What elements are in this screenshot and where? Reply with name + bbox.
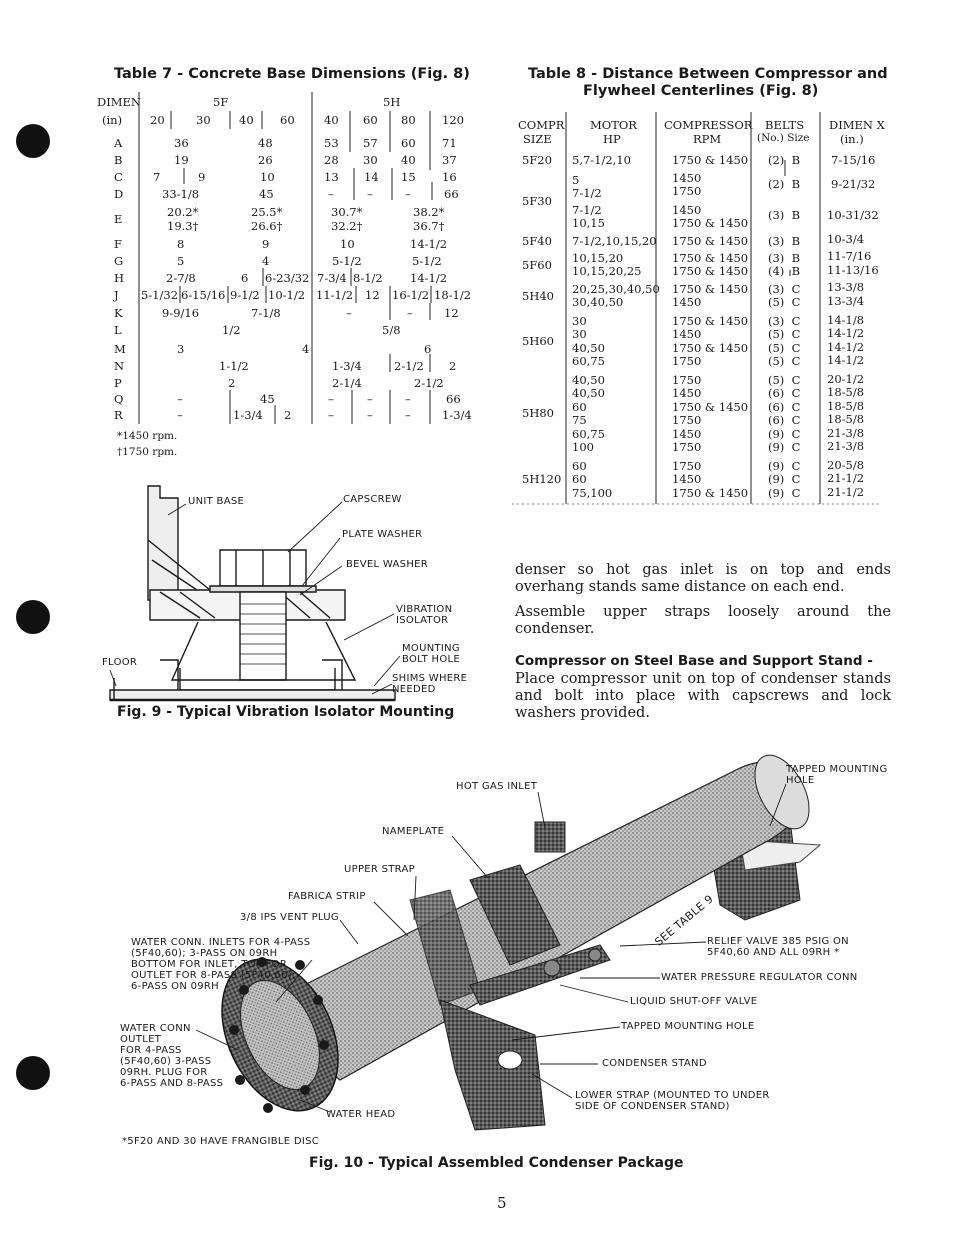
table8-size: 5H120	[522, 472, 562, 486]
table8-size: 5H60	[522, 334, 554, 348]
table8-belts: (3) B	[768, 251, 801, 265]
table7-cell: 1-3/4	[442, 408, 472, 422]
table7-row-letter: N	[114, 359, 125, 373]
table8-dimen: 21-3/8	[827, 426, 865, 440]
table8-size: 5F60	[522, 258, 552, 272]
table8-dimen: 11-13/16	[827, 263, 879, 277]
table8-size: 5H40	[522, 289, 554, 303]
table8-header-compr: COMPR	[518, 118, 565, 132]
table8-hp: 40,50	[572, 341, 605, 355]
table7-cell: 8	[177, 237, 185, 251]
table7-cell: 36	[174, 136, 189, 150]
table7-header-5f: 5F	[213, 95, 229, 109]
table7-row-letter: E	[114, 212, 123, 226]
fig10-label-hot-gas-inlet: HOT GAS INLET	[456, 781, 538, 792]
table8-header-motor: MOTOR	[590, 118, 637, 132]
paragraph-place-compressor: Place compressor unit on top of condenser stands and bolt into place with capscrews and lock washers provided.	[515, 671, 891, 721]
table8-hp: 7-1/2,10,15,20	[572, 234, 657, 248]
water-outlet-line: 6-PASS AND 8-PASS	[120, 1078, 224, 1089]
table7-title: Table 7 - Concrete Base Dimensions (Fig. 8)	[114, 66, 470, 82]
table8-belts: (2) B	[768, 177, 801, 191]
table8-hp: 30,40,50	[572, 295, 624, 309]
table8-belts: (5) C	[768, 327, 801, 341]
table8-hp: 60	[572, 400, 587, 414]
table8-dimen: 14-1/2	[827, 326, 865, 340]
table8-rpm: 1750 & 1450	[672, 282, 749, 296]
table7-cell: 26.6†	[251, 219, 283, 233]
table8-hp: 20,25,30,40,50	[572, 282, 660, 296]
table7-size-5h60: 60	[363, 113, 378, 127]
table8-belts: (5) C	[768, 295, 801, 309]
table7-cell: 6-15/16	[181, 288, 226, 302]
table7-footnote-1450: *1450 rpm.	[117, 430, 178, 442]
fig10-label-vent-plug: 3/8 IPS VENT PLUG	[240, 912, 339, 923]
table8-rpm: 1750	[672, 459, 702, 473]
table7-cell: 60	[401, 136, 416, 150]
table7-cell: 66	[444, 187, 459, 201]
table8-dimen: 9-21/32	[831, 177, 876, 191]
table8-rpm: 1450	[672, 386, 702, 400]
table7-header-dimen: DIMEN	[97, 95, 141, 109]
table7-row-letter: D	[114, 187, 124, 201]
table7-cell: 30	[363, 153, 378, 167]
fig9-label-bolt-hole: BOLT HOLE	[402, 654, 461, 665]
table8-dimen: 18-5/8	[827, 399, 865, 413]
water-inlets-line: BOTTOM FOR INLET, TOP FOR	[131, 959, 288, 970]
table7-size-5h120: 120	[442, 113, 464, 127]
table8-dimen: 18-5/8	[827, 412, 865, 426]
water-inlets-line: OUTLET FOR 8-PASS (5F40,60);	[131, 970, 296, 981]
table8-rpm: 1750	[672, 373, 702, 387]
table7-row-letter: C	[114, 170, 123, 184]
table8-header-no-size: (No.) Size	[757, 132, 810, 144]
water-outlet-line: OUTLET	[120, 1034, 162, 1045]
table7-cell: 18-1/2	[434, 288, 472, 302]
table7-cell: 9-9/16	[162, 306, 200, 320]
table7-cell: 2	[228, 376, 236, 390]
table8-hp: 30	[572, 314, 587, 328]
table8-hp: 7-1/2	[572, 203, 602, 217]
table7-cell: 10	[340, 237, 355, 251]
table8-header-hp: HP	[603, 132, 621, 146]
table7-cell: 10-1/2	[268, 288, 306, 302]
table8-rpm: 1750 & 1450	[672, 234, 749, 248]
table7-header-in: (in)	[102, 113, 123, 127]
table7-cell: 2-7/8	[166, 271, 196, 285]
table7-row-letter: R	[114, 408, 123, 422]
table8-dimen: 20-1/2	[827, 372, 865, 386]
fig10-label-lower-strap-2: SIDE OF CONDENSER STAND)	[575, 1101, 730, 1112]
table8-rpm: 1750 & 1450	[672, 341, 749, 355]
table8-belts: (9) C	[768, 486, 801, 500]
fig10-label-tapped-mounting: TAPPED MOUNTING	[786, 764, 888, 775]
fig10-label-nameplate: NAMEPLATE	[382, 826, 445, 837]
page-number: 5	[497, 1194, 507, 1212]
table7-cell: 2-1/2	[394, 359, 424, 373]
fig10-caption: Fig. 10 - Typical Assembled Condenser Package	[309, 1155, 684, 1171]
table8-belts: (5) C	[768, 341, 801, 355]
table8-dimen: 10-3/4	[827, 232, 865, 246]
table7-row-letter: Q	[114, 392, 124, 406]
table8-hp: 10,15,20	[572, 251, 624, 265]
table8-rpm: 1750	[672, 413, 702, 427]
table8-dimen: 20-5/8	[827, 458, 865, 472]
fig10-label-hole: HOLE	[786, 775, 815, 786]
table8-header-compressor: COMPRESSOR	[664, 118, 753, 132]
table7-row-letter: P	[114, 376, 122, 390]
table8-dimen: 7-15/16	[831, 153, 876, 167]
table8-rpm: 1750 & 1450	[672, 400, 749, 414]
water-inlets-line: WATER CONN. INLETS FOR 4-PASS	[131, 937, 311, 948]
fig9-label-floor: FLOOR	[102, 657, 138, 668]
table7-cell: 2-1/2	[414, 376, 444, 390]
table7-cell: 5-1/32	[141, 288, 179, 302]
table7-cell: 16	[442, 170, 457, 184]
water-outlet-line: (5F40,60) 3-PASS	[120, 1056, 212, 1067]
fig9-label-isolator: ISOLATOR	[396, 615, 449, 626]
table8-hp: 10,15	[572, 216, 605, 230]
table8-belts: (5) C	[768, 373, 801, 387]
table7-cell: –	[367, 408, 373, 422]
table8-belts: (2) B	[768, 153, 801, 167]
table7-cell: 2	[449, 359, 457, 373]
table7-cell: 5-1/2	[332, 254, 362, 268]
fig10-label-liquid-shutoff: LIQUID SHUT-OFF VALVE	[630, 996, 758, 1007]
table8-dimen: 21-3/8	[827, 439, 865, 453]
table7-cell: 4	[262, 254, 270, 268]
table8-belts: (5) C	[768, 354, 801, 368]
table8-hp: 7-1/2	[572, 186, 602, 200]
table7-cell: –	[367, 392, 373, 406]
table7-cell: –	[328, 408, 334, 422]
table8-title-line1: Table 8 - Distance Between Compressor and	[528, 66, 888, 82]
table7-cell: 9-1/2	[230, 288, 260, 302]
table8-size: 5H80	[522, 406, 554, 420]
table7-cell: 12	[444, 306, 459, 320]
fig10-label-condenser-stand: CONDENSER STAND	[602, 1058, 707, 1069]
table8-hp: 60,75	[572, 354, 605, 368]
table7-footnote-1750: †1750 rpm.	[117, 446, 178, 458]
table8-rpm: 1750 & 1450	[672, 216, 749, 230]
table7-cell: 10	[260, 170, 275, 184]
paragraph-assemble-straps: Assemble upper straps loosely around the condenser.	[515, 604, 891, 637]
table7-cell: 6	[241, 271, 249, 285]
table8-belts: (9) C	[768, 440, 801, 454]
table7-row-letter: G	[114, 254, 124, 268]
fig10-label-water-inlets	[131, 937, 310, 992]
table7-cell: 45	[259, 187, 274, 201]
table7-cell: 33-1/8	[162, 187, 200, 201]
table7-cell: 66	[446, 392, 461, 406]
table8-hp: 5,7-1/2,10	[572, 153, 631, 167]
table7-cell: 36.7†	[413, 219, 445, 233]
table8-header-size: SIZE	[523, 132, 552, 146]
fig9-label-bevel-washer: BEVEL WASHER	[346, 559, 429, 570]
paragraph-denser: denser so hot gas inlet is on top and ends overhang stands same distance on each end.	[515, 562, 891, 595]
table8-belts: (3) B	[768, 234, 801, 248]
table7-cell: –	[177, 392, 183, 406]
table7-cell: –	[177, 408, 183, 422]
table8-dimen: 21-1/2	[827, 485, 865, 499]
table7-cell: 20.2*	[167, 205, 199, 219]
table7-cell: 48	[258, 136, 273, 150]
table8-hp: 100	[572, 440, 594, 454]
table7-cell: 14-1/2	[410, 271, 448, 285]
table7-cell: 1-1/2	[219, 359, 249, 373]
fig9-label-vibration: VIBRATION	[396, 604, 453, 615]
table8-title-line2: Flywheel Centerlines (Fig. 8)	[583, 83, 819, 99]
table8-rpm: 1450	[672, 472, 702, 486]
fig10-label-upper-strap: UPPER STRAP	[344, 864, 415, 875]
table8-header-dimen: DIMEN X	[829, 118, 885, 132]
table7-size-5h40: 40	[324, 113, 339, 127]
table7-size-40: 40	[239, 113, 254, 127]
table8-belts: (6) C	[768, 413, 801, 427]
table8-dimen: 13-3/4	[827, 294, 865, 308]
fig9-label-unit-base: UNIT BASE	[188, 496, 245, 507]
table7-cell: –	[405, 187, 411, 201]
table7-cell: 13	[324, 170, 339, 184]
table7-cell: 12	[365, 288, 380, 302]
table8-rpm: 1750	[672, 184, 702, 198]
table7-size-5h80: 80	[401, 113, 416, 127]
table7-cell: –	[407, 306, 413, 320]
table7-cell: –	[367, 187, 373, 201]
table7-cell: 26	[258, 153, 273, 167]
table7-cell: 45	[260, 392, 275, 406]
fig9-label-shims: SHIMS WHERE	[392, 673, 468, 684]
table7-cell: –	[405, 392, 411, 406]
table7-row-letter: B	[114, 153, 123, 167]
table7-cell: 71	[442, 136, 457, 150]
table7-row-letter: H	[114, 271, 125, 285]
table8-belts: (9) C	[768, 472, 801, 486]
table8-hp: 5	[572, 173, 580, 187]
table7-cell: 6	[424, 342, 432, 356]
fig10-label-lower-strap-1: LOWER STRAP (MOUNTED TO UNDER	[575, 1090, 770, 1101]
table8-rpm: 1750 & 1450	[672, 153, 749, 167]
table8-belts: (4) B	[768, 264, 801, 278]
table7-cell: 2-1/4	[332, 376, 362, 390]
table8-rpm: 1750	[672, 354, 702, 368]
fig10-label-relief-valve-2: 5F40,60 AND ALL 09RH *	[707, 947, 840, 958]
fig9-label-mounting: MOUNTING	[402, 643, 460, 654]
table7-row-letter: A	[114, 136, 123, 150]
table8-belts: (3) B	[768, 208, 801, 222]
table8-belts: (3) C	[768, 282, 801, 296]
fig10-label-fabrica-strip: FABRICA STRIP	[288, 891, 366, 902]
table8-dimen: 10-31/32	[827, 208, 879, 222]
table7-cell: 14-1/2	[410, 237, 448, 251]
table7-row-letter: F	[114, 237, 122, 251]
table7-header-5h: 5H	[383, 95, 401, 109]
table7-cell: 53	[324, 136, 339, 150]
fig10-label-water-outlet	[120, 1023, 223, 1089]
table7-cell: –	[328, 187, 334, 201]
fig9-label-needed: NEEDED	[392, 684, 436, 695]
table8-dimen: 14-1/8	[827, 313, 865, 327]
water-inlets-line: (5F40,60); 3-PASS ON 09RH	[131, 948, 278, 959]
fig9-caption: Fig. 9 - Typical Vibration Isolator Mounting	[117, 704, 455, 720]
table8-dimen: 13-3/8	[827, 280, 865, 294]
table8-belts: (3) C	[768, 314, 801, 328]
table7-cell: 16-1/2	[392, 288, 430, 302]
table7-cell: 14	[364, 170, 379, 184]
table8-dimen: 21-1/2	[827, 471, 865, 485]
table8-dimen: 18-5/8	[827, 385, 865, 399]
table7-row-letter: J	[114, 288, 119, 302]
table8-rpm: 1750	[672, 440, 702, 454]
table7-cell: –	[328, 392, 334, 406]
table8-hp: 60,75	[572, 427, 605, 441]
fig10-label-see-table: SEE TABLE 9	[652, 892, 716, 949]
table7-cell: 57	[363, 136, 378, 150]
table7-size-60: 60	[280, 113, 295, 127]
table7-cell: 2	[284, 408, 292, 422]
table7-cell: 37	[442, 153, 457, 167]
table8-belts: (9) C	[768, 459, 801, 473]
table7-cell: 28	[324, 153, 339, 167]
table8-belts: (6) C	[768, 386, 801, 400]
table8-belts: (6) C	[768, 400, 801, 414]
table8-rpm: 1750 & 1450	[672, 486, 749, 500]
table8-rpm: 1450	[672, 295, 702, 309]
table8-hp: 75	[572, 413, 587, 427]
water-inlets-line: 6-PASS ON 09RH	[131, 981, 219, 992]
table8-rpm: 1750 & 1450	[672, 264, 749, 278]
fig10-footnote: *5F20 AND 30 HAVE FRANGIBLE DISC	[122, 1136, 320, 1147]
water-outlet-line: 09RH. PLUG FOR	[120, 1067, 208, 1078]
table7-cell: 1/2	[222, 323, 241, 337]
table8-dimen: 11-7/16	[827, 249, 872, 263]
table7-cell: 19	[174, 153, 189, 167]
table8-header-in: (in.)	[840, 132, 864, 146]
table8-hp: 40,50	[572, 386, 605, 400]
table7-cell: 25.5*	[251, 205, 283, 219]
fig10-label-relief-valve-1: RELIEF VALVE 385 PSIG ON	[707, 936, 849, 947]
table8-size: 5F20	[522, 153, 552, 167]
table7-row-letter: M	[114, 342, 126, 356]
table8-hp: 40,50	[572, 373, 605, 387]
table8-dimen: 14-1/2	[827, 340, 865, 354]
table8-rpm: 1750 & 1450	[672, 251, 749, 265]
table7-cell: 7	[153, 170, 161, 184]
table7-cell: 7-1/8	[251, 306, 281, 320]
table7-cell: 40	[401, 153, 416, 167]
table7-cell: 5/8	[382, 323, 401, 337]
table8-belts: (9) C	[768, 427, 801, 441]
table7-cell: 38.2*	[413, 205, 445, 219]
table7-cell: –	[346, 306, 352, 320]
table7-cell: 9	[198, 170, 206, 184]
water-outlet-line: FOR 4-PASS	[120, 1045, 182, 1056]
table8-hp: 30	[572, 327, 587, 341]
table7-cell: 11-1/2	[316, 288, 354, 302]
table7-row-letter: K	[114, 306, 123, 320]
table7-size-20: 20	[150, 113, 165, 127]
table7-cell: 19.3†	[167, 219, 199, 233]
table7-cell: 8-1/2	[353, 271, 383, 285]
table8-hp: 60	[572, 459, 587, 473]
fig10-label-tapped-mounting-hole: TAPPED MOUNTING HOLE	[621, 1021, 755, 1032]
table7-cell: 5	[177, 254, 185, 268]
table7-cell: 7-3/4	[317, 271, 347, 285]
table8-hp: 60	[572, 472, 587, 486]
table8-rpm: 1450	[672, 203, 702, 217]
table7-cell: 4	[302, 342, 310, 356]
table7-size-30: 30	[196, 113, 211, 127]
table8-size: 5F40	[522, 234, 552, 248]
table7-cell: –	[405, 408, 411, 422]
fig10-label-water-pressure: WATER PRESSURE REGULATOR CONN	[661, 972, 858, 983]
table7-cell: 6-23/32	[265, 271, 310, 285]
table8-size: 5F30	[522, 194, 552, 208]
table8-header-rpm: RPM	[693, 132, 722, 146]
table8-rpm: 1750 & 1450	[672, 314, 749, 328]
water-outlet-line: WATER CONN	[120, 1023, 191, 1034]
table7-cell: 32.2†	[331, 219, 363, 233]
table7-row-letter: L	[114, 323, 122, 337]
fig9-label-capscrew: CAPSCREW	[343, 494, 402, 505]
fig9-label-plate-washer: PLATE WASHER	[342, 529, 423, 540]
table8-header-belts: BELTS	[765, 118, 805, 132]
table8-rpm: 1450	[672, 171, 702, 185]
table7-cell: 9	[262, 237, 270, 251]
heading-compressor-steel-base: Compressor on Steel Base and Support Stand -	[515, 653, 873, 669]
table7-cell: 5-1/2	[412, 254, 442, 268]
table8-rpm: 1450	[672, 427, 702, 441]
table8-rpm: 1450	[672, 327, 702, 341]
fig10-label-water-head: WATER HEAD	[326, 1109, 396, 1120]
table8-hp: 10,15,20,25	[572, 264, 642, 278]
table8-hp: 75,100	[572, 486, 613, 500]
table7-cell: 1-3/4	[332, 359, 362, 373]
table7-cell: 1-3/4	[233, 408, 263, 422]
table7-cell: 15	[401, 170, 416, 184]
table7-cell: 30.7*	[331, 205, 363, 219]
table7-cell: 3	[177, 342, 185, 356]
table8-dimen: 14-1/2	[827, 353, 865, 367]
